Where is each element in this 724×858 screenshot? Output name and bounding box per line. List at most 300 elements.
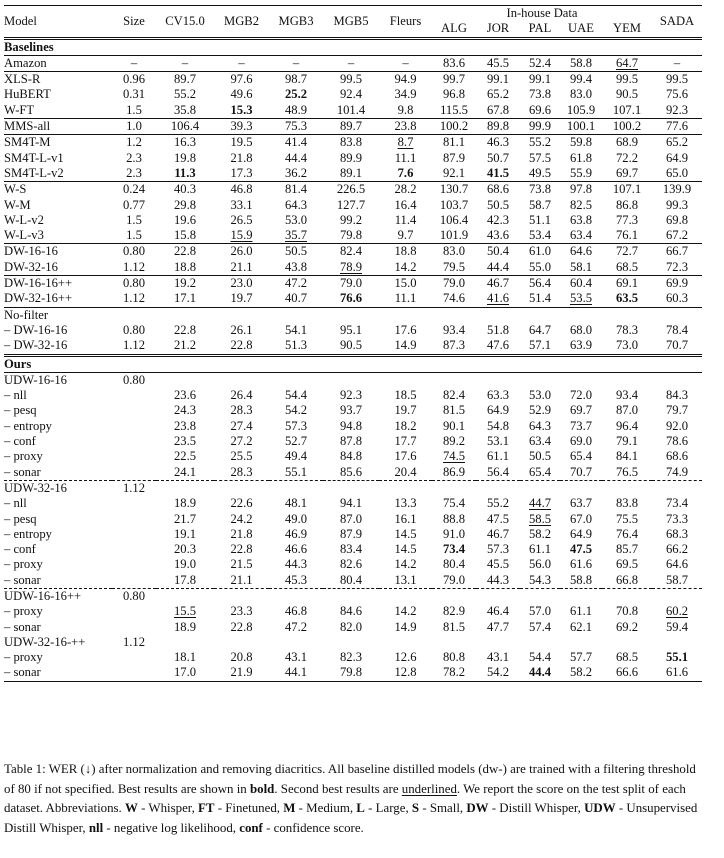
abbr-value: - Distill Whisper, (488, 801, 585, 816)
wer-cell: 19.1 (173, 526, 197, 541)
model-name: SM4T-M (4, 135, 112, 151)
table-caption (4, 760, 704, 838)
wer-cell: 63.5 (615, 291, 639, 306)
wer-cell: 65.0 (665, 165, 689, 180)
wer-cell: 85.6 (339, 464, 363, 479)
wer-cell (432, 372, 476, 388)
wer-cell: 47.7 (486, 619, 510, 634)
wer-cell: 17.6 (394, 449, 417, 464)
wer-cell: 49.4 (284, 449, 308, 464)
wer-cell: 12.6 (394, 650, 417, 665)
wer-cell: 90.5 (339, 338, 363, 353)
wer-cell: 91.0 (442, 526, 466, 541)
wer-cell: 21.5 (230, 557, 253, 572)
abbr-key: UDW (584, 801, 616, 816)
model-name: – sonar (4, 619, 41, 634)
wer-cell (652, 480, 702, 496)
wer-cell: 19.5 (214, 135, 269, 151)
wer-cell: 15.0 (379, 276, 432, 292)
model-size: 1.5 (126, 102, 142, 117)
wer-cell: 55.2 (486, 496, 510, 511)
wer-cell: 60.4 (560, 276, 602, 292)
wer-cell: 22.6 (230, 496, 253, 511)
section-title-row (4, 355, 702, 372)
wer-cell: 80.8 (442, 650, 466, 665)
wer-cell: 100.1 (560, 119, 602, 135)
section-title: Baselines (4, 38, 702, 55)
wer-cell: 86.8 (615, 197, 639, 212)
wer-cell: 92.0 (665, 418, 689, 433)
wer-cell: 93.7 (339, 403, 363, 418)
table-row (4, 307, 702, 323)
wer-cell: 19.8 (173, 150, 197, 165)
model-size: 0.80 (112, 372, 156, 388)
model-name: – proxy (4, 604, 43, 619)
wer-cell (214, 372, 269, 388)
wer-cell: 16.1 (394, 511, 417, 526)
wer-cell: 73.7 (569, 418, 593, 433)
wer-cell (323, 588, 379, 604)
wer-cell: 28.3 (230, 403, 253, 418)
abbr-key: nll (88, 820, 104, 835)
caption-text-2: . Second best results are (274, 781, 402, 796)
model-name: W-M (4, 197, 31, 212)
wer-cell: 68.3 (665, 526, 689, 541)
header-inhouse-col: UAE (568, 21, 594, 36)
wer-cell: 24.3 (173, 403, 197, 418)
wer-cell: 72.7 (602, 244, 652, 260)
header-col: MGB3 (269, 6, 323, 39)
wer-cell: 57.4 (528, 619, 552, 634)
wer-cell: 24.2 (230, 511, 253, 526)
wer-cell: 21.1 (230, 259, 253, 274)
wer-cell (379, 635, 432, 650)
wer-cell: 41.6 (486, 291, 510, 306)
wer-cell: 89.9 (339, 150, 363, 165)
model-size (112, 307, 156, 323)
wer-cell: 54.2 (284, 403, 308, 418)
wer-cell: 79.8 (323, 665, 379, 681)
wer-cell: 69.9 (652, 276, 702, 292)
wer-cell: 73.8 (528, 87, 552, 102)
wer-cell: 7.6 (397, 165, 414, 180)
wer-cell: 44.1 (269, 665, 323, 681)
wer-cell: 41.4 (269, 135, 323, 151)
wer-cell: 73.8 (520, 182, 560, 198)
model-name: – nll (4, 388, 27, 403)
wer-cell: 61.1 (528, 542, 552, 557)
wer-cell (520, 480, 560, 496)
wer-cell: 68.6 (476, 182, 520, 198)
caption-text-1: Table 1: WER (↓) after normalization and removing diacritics. All baseline distilled models (dw-) are trained with a filtering threshold of 80 if not specified. Best results are shown in (4, 762, 696, 796)
wer-cell: 44.7 (528, 496, 552, 511)
wer-cell: 21.7 (173, 511, 197, 526)
header-col: Fleurs (379, 6, 432, 39)
wer-cell (602, 588, 652, 604)
model-name: – conf (4, 434, 36, 449)
wer-cell: 96.8 (442, 87, 466, 102)
table-row (4, 72, 702, 88)
wer-cell (476, 635, 520, 650)
header-model: Model (4, 6, 112, 39)
wer-cell: 46.6 (284, 542, 308, 557)
wer-cell: 105.9 (566, 102, 596, 117)
wer-cell: 19.7 (394, 403, 417, 418)
wer-cell: 47.2 (284, 619, 308, 634)
wer-cell: 26.1 (230, 322, 253, 337)
table-row (4, 665, 702, 681)
wer-cell (476, 307, 520, 323)
wer-cell: 97.8 (560, 182, 602, 198)
wer-cell (602, 635, 652, 650)
wer-cell: 92.3 (665, 102, 689, 117)
wer-cell (520, 307, 560, 323)
wer-cell: 54.3 (528, 572, 552, 587)
model-size: 2.3 (126, 165, 142, 180)
table-row (4, 323, 702, 338)
wer-cell: 73.4 (442, 542, 466, 557)
table-row (4, 291, 702, 307)
wer-cell (379, 588, 432, 604)
wer-cell: 25.2 (284, 87, 308, 102)
model-name: UDW-16-16 (4, 372, 112, 388)
wer-cell: 18.9 (173, 496, 197, 511)
wer-cell: 84.3 (665, 388, 689, 403)
wer-cell: 87.3 (442, 338, 466, 353)
wer-cell: 11.4 (394, 212, 417, 227)
wer-cell: 79.0 (323, 276, 379, 292)
wer-cell: 97.6 (214, 72, 269, 88)
wer-cell (602, 372, 652, 388)
wer-cell: 57.0 (528, 604, 552, 619)
table-row (4, 419, 702, 434)
wer-cell: 84.6 (339, 604, 363, 619)
header-col: MGB2 (214, 6, 269, 39)
wer-cell: 76.1 (615, 228, 639, 243)
wer-cell: 74.9 (665, 464, 689, 479)
model-name: – DW-32-16 (4, 338, 68, 353)
model-size (112, 604, 156, 619)
wer-cell: 87.9 (442, 150, 466, 165)
wer-cell: 84.1 (615, 449, 639, 464)
model-name: SM4T-L-v2 (4, 165, 64, 180)
wer-cell (560, 635, 602, 650)
model-name: DW-32-16++ (4, 291, 73, 306)
model-name: – entropy (4, 418, 52, 433)
wer-cell: 24.1 (173, 464, 197, 479)
wer-cell: 14.5 (394, 542, 417, 557)
model-size: 1.0 (112, 119, 156, 135)
wer-cell: 90.5 (615, 87, 639, 102)
wer-cell (156, 588, 214, 604)
wer-cell: 12.8 (379, 665, 432, 681)
model-size: 1.5 (126, 212, 142, 227)
wer-cell: 57.5 (528, 150, 552, 165)
wer-cell: 14.9 (394, 619, 417, 634)
wer-cell: 80.4 (339, 572, 363, 587)
wer-cell: 83.4 (339, 542, 363, 557)
wer-cell: 23.5 (173, 434, 197, 449)
model-size: 0.24 (112, 182, 156, 198)
wer-cell: 48.9 (284, 102, 308, 117)
caption-text-3: . We report the score on the test split of each dataset. Abbreviations. (4, 781, 686, 816)
wer-cell: 63.4 (528, 434, 552, 449)
model-size (112, 388, 156, 403)
table-row (4, 135, 702, 151)
wer-cell: 60.3 (665, 291, 689, 306)
wer-cell: 55.2 (173, 87, 197, 102)
wer-cell: 73.3 (665, 511, 689, 526)
caption-bold-word: bold (249, 781, 275, 796)
wer-cell: 64.9 (665, 150, 689, 165)
abbr-key: M (283, 801, 296, 816)
wer-cell: 54.2 (476, 665, 520, 681)
wer-cell (602, 480, 652, 496)
wer-cell: 22.8 (230, 619, 253, 634)
wer-cell (323, 635, 379, 650)
wer-cell: 69.6 (528, 102, 552, 117)
wer-cell: 58.2 (560, 665, 602, 681)
table-row (4, 372, 702, 388)
wer-cell: 52.7 (284, 434, 308, 449)
model-size (112, 620, 156, 635)
wer-cell (156, 307, 214, 323)
model-size: 1.12 (122, 634, 146, 649)
wer-cell: 18.2 (394, 418, 417, 433)
wer-cell: 107.1 (612, 102, 642, 117)
wer-cell (432, 588, 476, 604)
wer-cell: 77.6 (652, 119, 702, 135)
model-name: W-S (4, 182, 112, 198)
model-name: DW-32-16 (4, 259, 58, 274)
wer-cell: 21.2 (173, 338, 197, 353)
wer-cell: 59.4 (665, 619, 689, 634)
wer-cell: 78.9 (339, 259, 363, 274)
wer-cell: 81.5 (442, 619, 466, 634)
model-size (112, 665, 156, 681)
wer-cell: 82.0 (339, 619, 363, 634)
wer-cell: 66.8 (615, 572, 639, 587)
wer-cell: 23.3 (230, 604, 253, 619)
wer-cell (379, 480, 432, 496)
table-row (4, 434, 702, 449)
wer-cell: 64.9 (486, 403, 510, 418)
header-inhouse: In-house Data (432, 6, 652, 22)
wer-cell: 82.9 (442, 604, 466, 619)
wer-cell (476, 480, 520, 496)
wer-cell (269, 307, 323, 323)
wer-cell: 55.9 (569, 165, 593, 180)
wer-cell: 59.8 (560, 135, 602, 151)
wer-cell: 61.0 (520, 244, 560, 260)
wer-cell: 106.4 (439, 212, 469, 227)
table-row (4, 198, 702, 213)
wer-cell: 65.4 (528, 464, 552, 479)
header-row-1 (4, 6, 702, 22)
wer-cell: 50.7 (486, 150, 510, 165)
wer-cell (323, 480, 379, 496)
wer-cell: 57.7 (569, 650, 593, 665)
table-row (4, 496, 702, 511)
wer-cell: 79.7 (665, 403, 689, 418)
abbr-value: - Whisper, (137, 801, 199, 816)
wer-cell: 54.4 (528, 650, 552, 665)
wer-cell (156, 635, 214, 650)
table-row (4, 527, 702, 542)
wer-cell: 226.5 (323, 182, 379, 198)
model-size (112, 512, 156, 527)
wer-cell: 64.3 (528, 418, 552, 433)
header-inhouse-col: ALG (441, 21, 467, 36)
wer-cell: 70.8 (615, 604, 639, 619)
wer-cell: 28.2 (379, 182, 432, 198)
wer-cell (652, 372, 702, 388)
wer-cell: 18.1 (173, 650, 197, 665)
wer-cell: 21.8 (230, 150, 253, 165)
wer-cell: 27.4 (230, 418, 253, 433)
wer-cell: 82.3 (339, 650, 363, 665)
wer-cell: 99.1 (520, 72, 560, 88)
wer-cell: 89.7 (156, 72, 214, 88)
wer-cell: 26.0 (214, 244, 269, 260)
wer-cell: 87.9 (339, 526, 363, 541)
wer-cell: 101.4 (336, 102, 366, 117)
abbr-value: - Large, (364, 801, 412, 816)
abbr-key: conf (239, 820, 263, 835)
wer-cell: 94.1 (339, 496, 363, 511)
wer-cell: 79.1 (615, 434, 639, 449)
wer-cell (156, 372, 214, 388)
model-name: – nll (4, 496, 27, 511)
header-inhouse-col: YEM (613, 21, 641, 36)
wer-cell: 67.0 (569, 511, 593, 526)
wer-cell (560, 372, 602, 388)
wer-cell: 82.6 (339, 557, 363, 572)
model-size: 0.96 (112, 72, 156, 88)
model-size (112, 403, 156, 418)
wer-cell: 61.6 (652, 665, 702, 681)
wer-cell: 69.7 (615, 165, 639, 180)
wer-cell: 18.8 (173, 259, 197, 274)
table-row (4, 338, 702, 355)
wer-cell: 50.5 (486, 197, 510, 212)
model-name: UDW-16-16++ (4, 588, 112, 604)
wer-cell: 94.8 (339, 418, 363, 433)
table-row (4, 480, 702, 496)
wer-cell (156, 480, 214, 496)
wer-cell: 99.5 (652, 72, 702, 88)
wer-cell (214, 480, 269, 496)
wer-cell: 72.0 (569, 388, 593, 403)
table-row (4, 119, 702, 135)
wer-cell: 9.8 (397, 102, 414, 117)
wer-cell: 25.5 (230, 449, 253, 464)
wer-cell: 94.9 (379, 72, 432, 88)
wer-cell: 88.8 (442, 511, 466, 526)
wer-cell (269, 635, 323, 650)
wer-cell (520, 635, 560, 650)
model-size (112, 542, 156, 557)
wer-cell: 17.8 (173, 572, 197, 587)
wer-cell: 34.9 (394, 87, 417, 102)
wer-cell: – (156, 55, 214, 71)
model-size: 0.80 (112, 244, 156, 260)
wer-cell: 87.8 (339, 434, 363, 449)
wer-cell: 69.8 (665, 212, 689, 227)
wer-cell: 13.1 (394, 572, 417, 587)
header-sada: SADA (652, 6, 702, 39)
table-row (4, 620, 702, 635)
wer-cell: 72.3 (665, 259, 689, 274)
model-size: 0.31 (122, 87, 146, 102)
wer-cell (269, 480, 323, 496)
wer-cell: 65.4 (569, 449, 593, 464)
model-name: – proxy (4, 650, 43, 665)
wer-cell: 90.1 (442, 418, 466, 433)
wer-cell: 45.5 (486, 557, 510, 572)
wer-cell: 54.1 (284, 322, 308, 337)
wer-cell: 29.8 (173, 197, 197, 212)
table-row (4, 87, 702, 102)
model-name: Amazon (4, 55, 112, 71)
wer-cell: 83.8 (323, 135, 379, 151)
abbr-key: DW (466, 801, 489, 816)
model-size: 1.12 (122, 291, 146, 306)
wer-cell: 100.2 (432, 119, 476, 135)
wer-cell: 15.3 (230, 102, 253, 117)
wer-cell: 19.2 (156, 276, 214, 292)
wer-cell: 11.1 (394, 150, 417, 165)
wer-cell: 81.5 (442, 403, 466, 418)
wer-cell: 52.9 (528, 403, 552, 418)
wer-results-table (4, 5, 702, 682)
wer-cell (652, 635, 702, 650)
model-name: UDW-32-16-++ (4, 634, 86, 649)
wer-cell: 99.3 (665, 197, 689, 212)
wer-cell: 51.3 (284, 338, 308, 353)
wer-cell (323, 307, 379, 323)
wer-cell: 83.0 (569, 87, 593, 102)
model-name: UDW-32-16 (4, 480, 112, 496)
wer-cell: 75.5 (615, 511, 639, 526)
wer-cell: 23.0 (214, 276, 269, 292)
wer-cell: 99.5 (323, 72, 379, 88)
wer-cell: 79.8 (339, 228, 363, 243)
wer-cell: 57.3 (284, 418, 308, 433)
table-row (4, 512, 702, 527)
wer-cell (379, 307, 432, 323)
abbr-value: - Medium, (295, 801, 357, 816)
wer-cell: 23.8 (173, 418, 197, 433)
wer-cell: 67.2 (665, 228, 689, 243)
wer-cell: 19.0 (173, 557, 197, 572)
wer-cell: 84.8 (339, 449, 363, 464)
wer-cell: 100.2 (602, 119, 652, 135)
wer-cell: 55.1 (284, 464, 308, 479)
wer-cell: 89.7 (323, 119, 379, 135)
model-size (112, 496, 156, 511)
wer-cell: 87.0 (615, 403, 639, 418)
wer-cell: 99.4 (560, 72, 602, 88)
wer-cell: 85.7 (615, 542, 639, 557)
wer-cell: 62.1 (569, 619, 593, 634)
model-name: W-L-v2 (4, 212, 44, 227)
wer-cell: 43.1 (486, 650, 510, 665)
wer-cell: 44.3 (284, 557, 308, 572)
wer-cell: 101.9 (439, 228, 469, 243)
wer-cell: 55.1 (665, 650, 689, 665)
wer-cell (269, 588, 323, 604)
